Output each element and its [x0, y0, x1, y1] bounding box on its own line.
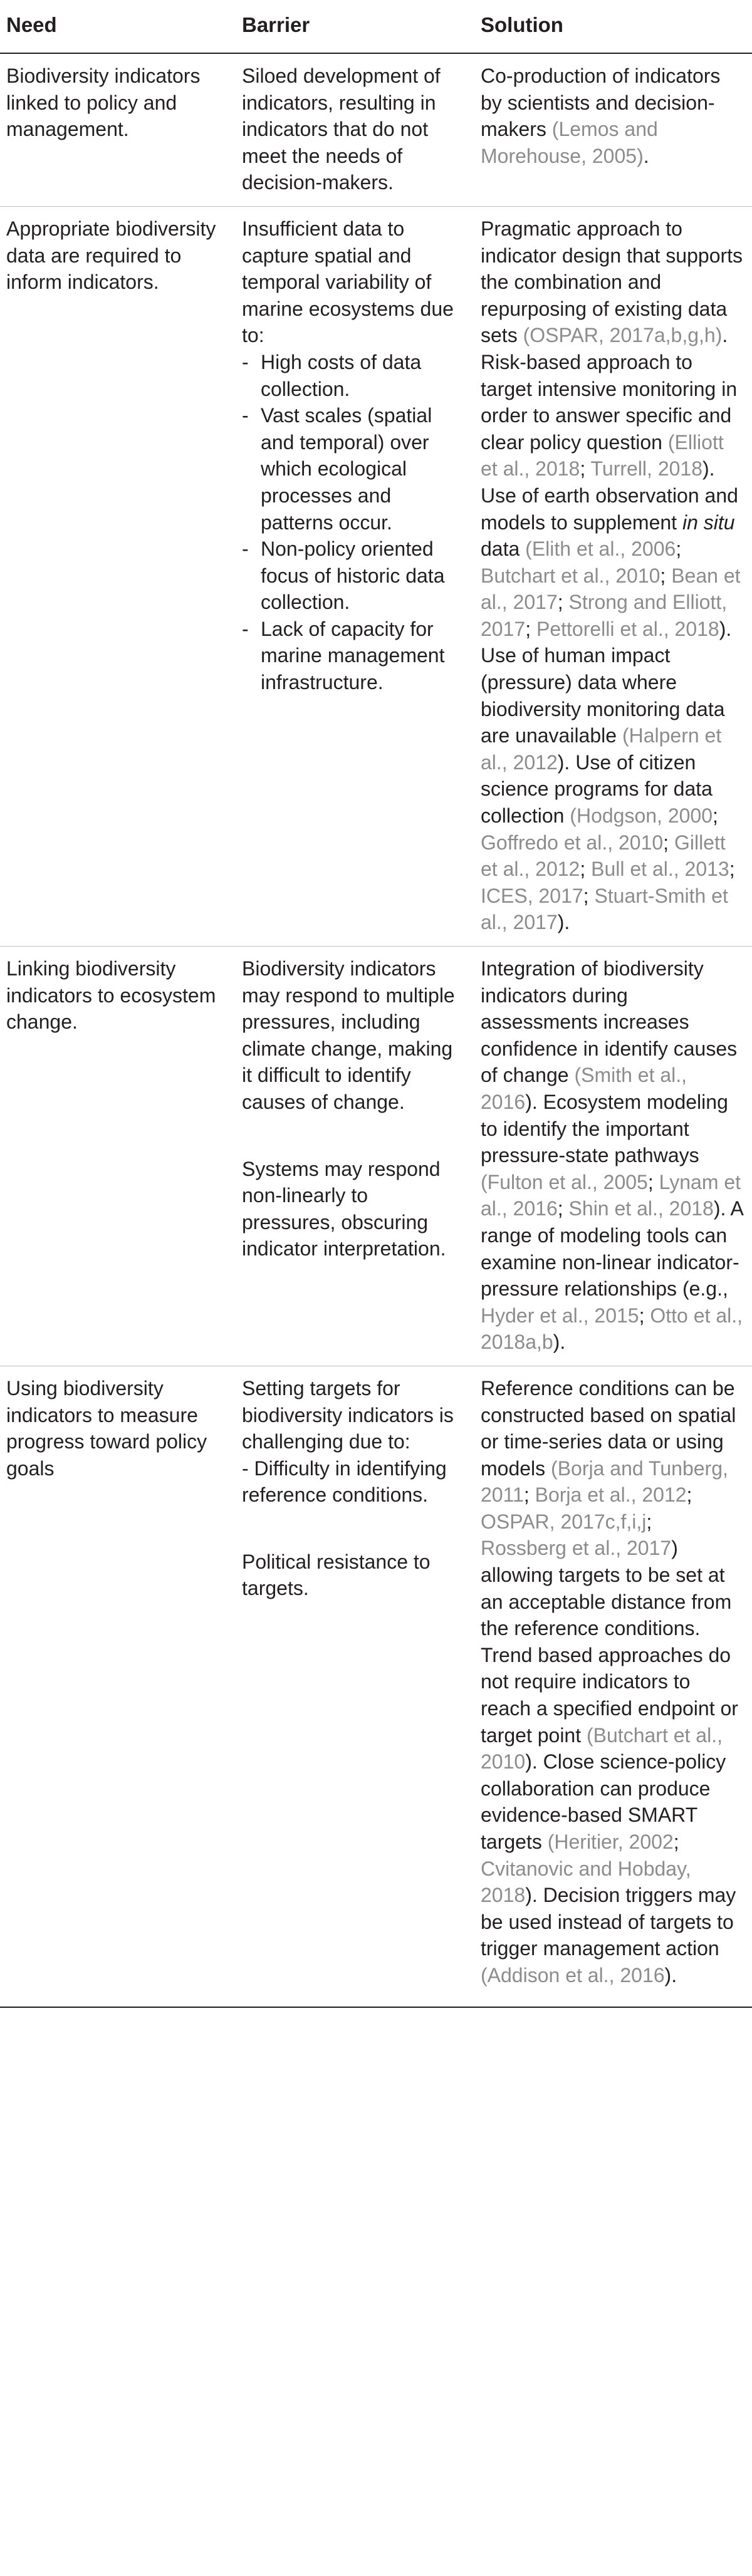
- citation-text: (Halpern et al., 2012: [481, 724, 722, 774]
- column-header-barrier: Barrier: [233, 0, 472, 53]
- citation-text: (Fulton et al., 2005: [481, 1170, 648, 1193]
- solution-text: ;: [686, 1483, 692, 1507]
- citation-text: OSPAR, 2017c,f,i,j: [481, 1510, 647, 1533]
- barrier-intro-text: Insufficient data to capture spatial and temporal variability of marine ecosystems due to:: [242, 217, 454, 347]
- barrier-cell: [233, 947, 472, 1366]
- citation-text: Pettorelli et al., 2018: [536, 617, 719, 640]
- citation-text: (OSPAR, 2017a,b,g,h): [523, 324, 723, 347]
- bullet-dash: -: [242, 538, 249, 561]
- citation-text: Gillett et al., 2012: [481, 831, 726, 881]
- citation-text: Bull et al., 2013: [591, 858, 729, 881]
- citation-text: (Elliott et al., 2018: [481, 430, 724, 480]
- barrier-text: Siloed development of indicators, resulting in indicators that do not meet the needs of decision-makers.: [242, 65, 441, 194]
- solution-text: ).: [664, 1963, 677, 1987]
- barrier-bullet-item: [242, 536, 463, 616]
- citation-text: Turrell, 2018: [590, 457, 702, 480]
- solution-text: ;: [729, 858, 735, 881]
- citation-text: (Heritier, 2002: [547, 1831, 674, 1853]
- solution-text: ).: [557, 911, 570, 934]
- citation-text: (Smith et al., 2016: [481, 1064, 687, 1113]
- bullet-dash: -: [242, 404, 249, 427]
- solution-text: Pragmatic approach to indicator design that supports the combination and repurposing of existing data sets: [481, 217, 743, 347]
- table-header-row: [0, 0, 752, 53]
- solution-text: .: [643, 144, 649, 167]
- barrier-bullet-item: [242, 402, 463, 536]
- solution-text: ;: [557, 591, 569, 614]
- citation-text: (Borja and Tunberg, 2011: [481, 1457, 728, 1507]
- citation-text: (Addison et al., 2016: [481, 1963, 665, 1987]
- barrier-text: Political resistance to targets.: [242, 1550, 431, 1600]
- solution-text: ;: [660, 564, 672, 587]
- bullet-dash: -: [242, 350, 249, 373]
- solution-text: ). Use of earth observation and models to supplement: [481, 457, 738, 534]
- citation-text: ICES, 2017: [481, 884, 583, 907]
- barrier-bullet-text: High costs of data collection.: [261, 350, 422, 400]
- solution-text: Integration of biodiversity indicators during assessments increases confidence in identify causes of change: [481, 957, 738, 1087]
- barrier-cell: [233, 53, 472, 206]
- solution-text: ). Use of human impact (pressure) data where biodiversity monitoring data are unavailable: [481, 617, 732, 747]
- barrier-bullet-text: Vast scales (spatial and temporal) over which ecological processes and patterns occur.: [261, 404, 432, 534]
- need-cell: Appropriate biodiversity data are required to inform indicators.: [0, 206, 233, 946]
- need-cell: Biodiversity indicators linked to policy and management.: [0, 53, 233, 206]
- solution-text: ;: [639, 1304, 650, 1327]
- bullet-dash: -: [242, 617, 249, 640]
- citation-text: (Butchart et al., 2010: [481, 1723, 723, 1774]
- table-row: [0, 1366, 752, 2007]
- solution-text: ;: [580, 457, 591, 480]
- barrier-bullet-item: [242, 349, 463, 402]
- citation-text: Otto et al., 2018a,b: [481, 1304, 743, 1354]
- solution-text: data: [481, 538, 526, 561]
- table-row: [0, 947, 752, 1366]
- citation-text: (Elith et al., 2006: [525, 538, 676, 561]
- need-cell: Using biodiversity indicators to measure progress toward policy goals: [0, 1366, 233, 2007]
- solution-text: ;: [713, 804, 718, 828]
- barrier-text: Systems may respond non-linearly to pressures, obscuring indicator interpretation.: [242, 1157, 446, 1260]
- barrier-text: Biodiversity indicators may respond to multiple pressures, including climate change, making it difficult to identify causes of change.: [242, 957, 455, 1113]
- solution-text: ).: [553, 1331, 566, 1354]
- need-cell: Linking biodiversity indicators to ecosystem change.: [0, 947, 233, 1366]
- solution-text: Co-production of indicators by scientists and decision-makers: [481, 65, 721, 141]
- citation-text: Cvitanovic and Hobday, 2018: [481, 1857, 691, 1907]
- table-row: [0, 53, 752, 206]
- solution-text: ). Close science-policy collaboration can produce evidence-based SMART targets: [481, 1750, 726, 1853]
- column-header-need: Need: [0, 0, 233, 53]
- citation-text: Rossberg et al., 2017: [481, 1537, 672, 1560]
- barrier-spacer: [242, 1509, 463, 1549]
- solution-text: ). Use of citizen science programs for data collection: [481, 750, 713, 828]
- solution-text: ;: [663, 831, 674, 854]
- solution-text: ). Decision triggers may be used instead of targets to trigger management action: [481, 1884, 736, 1960]
- citation-text: (Hodgson, 2000: [570, 804, 713, 828]
- citation-text: Strong and Elliott, 2017: [481, 591, 728, 640]
- solution-cell: [472, 1366, 752, 2007]
- solution-text: ). Ecosystem modeling to identify the important pressure-state pathways: [481, 1090, 728, 1167]
- solution-text: Reference conditions can be constructed based on spatial or time-series data or using models: [481, 1376, 736, 1480]
- solution-cell: [472, 947, 752, 1366]
- barrier-spacer: [242, 1116, 463, 1156]
- barrier-cell: [233, 206, 472, 946]
- citation-text: Butchart et al., 2010: [481, 564, 661, 587]
- citation-text: Hyder et al., 2015: [481, 1304, 639, 1327]
- citation-text: Stuart-Smith et al., 2017: [481, 884, 728, 934]
- solution-text: ;: [583, 884, 595, 907]
- solution-text: ;: [580, 858, 592, 881]
- citation-text: Goffredo et al., 2010: [481, 831, 664, 854]
- citation-text: Borja et al., 2012: [535, 1483, 687, 1507]
- solution-text: . Risk-based approach to target intensive monitoring in order to answer specific and clear policy question: [481, 324, 738, 454]
- barrier-text: Setting targets for biodiversity indicators is challenging due to: - Difficulty in identifying reference conditions.: [242, 1376, 454, 1507]
- citation-text: Lynam et al., 2016: [481, 1170, 741, 1220]
- solution-cell: [472, 206, 752, 946]
- solution-cell: [472, 53, 752, 206]
- solution-text: ;: [676, 538, 682, 561]
- column-header-solution: Solution: [472, 0, 752, 53]
- barrier-bullet-text: Non-policy oriented focus of historic data collection.: [261, 538, 445, 614]
- table-row: [0, 206, 752, 946]
- solution-text: ;: [673, 1831, 679, 1853]
- italic-text: in situ: [682, 511, 735, 534]
- solution-text: ;: [525, 617, 536, 640]
- citation-text: Shin et al., 2018: [568, 1197, 714, 1220]
- citation-text: Bean et al., 2017: [481, 564, 741, 614]
- solution-text: ;: [647, 1170, 659, 1193]
- solution-text: ;: [557, 1197, 569, 1220]
- solution-text: ;: [523, 1483, 535, 1507]
- citation-text: (Lemos and Morehouse, 2005): [481, 118, 658, 167]
- solution-text: ) allowing targets to be set at an acceptable distance from the reference conditions. Trend based approaches do not require indicators to reach a specified endpoint or target point: [481, 1537, 738, 1747]
- solution-text: ). A range of modeling tools can examine non-linear indicator-pressure relationships (e.g.,: [481, 1197, 743, 1301]
- barrier-bullet-text: Lack of capacity for marine management infrastructure.: [261, 617, 445, 694]
- barrier-bullet-item: [242, 616, 463, 696]
- solution-text: ;: [646, 1510, 652, 1533]
- barrier-cell: [233, 1366, 472, 2007]
